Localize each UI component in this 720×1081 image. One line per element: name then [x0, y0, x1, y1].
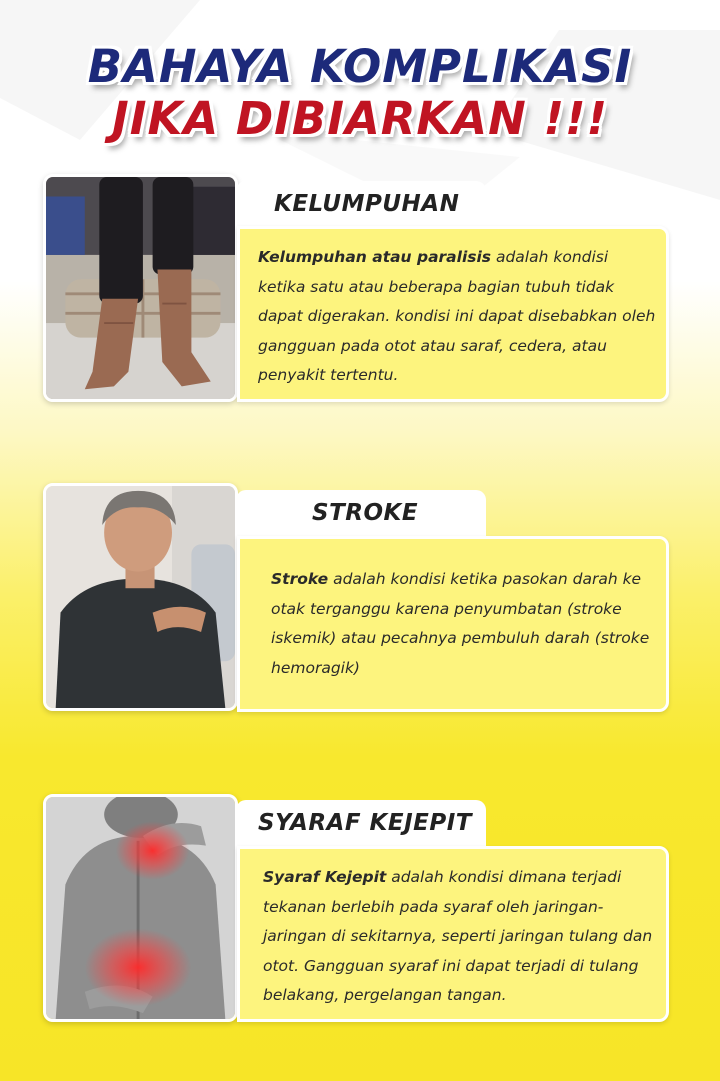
- section-title-kelumpuhan: KELUMPUHAN: [274, 191, 460, 217]
- description-keyword: Kelumpuhan atau paralisis: [258, 248, 492, 266]
- description-keyword: Syaraf Kejepit: [263, 868, 387, 886]
- description-text: [271, 565, 661, 683]
- back-pain-photo: [43, 794, 238, 1022]
- description-card-syaraf-kejepit: [237, 846, 669, 1022]
- section-title-stroke: STROKE: [312, 500, 419, 526]
- description-card-stroke: [237, 536, 669, 712]
- description-body: adalah kondisi dimana terjadi tekanan berlebih pada syaraf oleh jaringan-jaringan di sekitarnya, seperti jaringan tulang dan otot. Gangguan syaraf ini dapat terjadi di tulang belakang, pergelangan tangan.: [263, 868, 653, 1004]
- description-body: adalah kondisi ketika pasokan darah ke otak terganggu karena penyumbatan (stroke iskemik) atau pecahnya pembuluh darah (stroke hemoragik): [271, 570, 650, 677]
- description-card-kelumpuhan: [237, 226, 669, 402]
- description-body: adalah kondisi ketika satu atau beberapa bagian tubuh tidak dapat digerakan. kondisi ini dapat disebabkan oleh gangguan pada otot atau saraf, cedera, atau penyakit tertentu.: [258, 248, 656, 384]
- paralysis-legs-photo: [43, 174, 238, 402]
- section-title-syaraf-kejepit: SYARAF KEJEPIT: [258, 810, 472, 836]
- description-text: [263, 863, 663, 1011]
- description-text: [258, 243, 658, 391]
- headline-line-1: BAHAYA KOMPLIKASI: [87, 40, 633, 93]
- headline-line-2: JIKA DIBIARKAN !!!: [111, 92, 609, 145]
- stroke-man-photo: [43, 483, 238, 711]
- description-keyword: Stroke: [271, 570, 329, 588]
